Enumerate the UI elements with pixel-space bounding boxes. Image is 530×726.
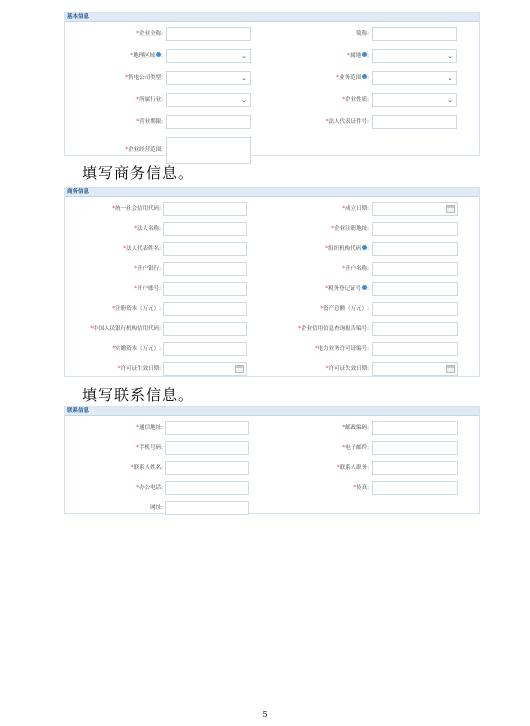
required-mark: * bbox=[134, 265, 138, 272]
field-label bbox=[65, 26, 163, 42]
required-mark: * bbox=[342, 96, 346, 103]
select-field[interactable] bbox=[166, 49, 251, 63]
field-label bbox=[261, 480, 369, 496]
field-label bbox=[261, 221, 369, 237]
label-colon: : bbox=[367, 53, 369, 59]
required-mark: * bbox=[136, 444, 140, 451]
field-label bbox=[65, 70, 163, 86]
form-row bbox=[65, 241, 481, 257]
form-row bbox=[65, 201, 481, 217]
field-label bbox=[261, 420, 369, 436]
text-input[interactable] bbox=[372, 342, 458, 356]
text-input[interactable] bbox=[163, 282, 247, 296]
field-label bbox=[65, 281, 161, 297]
field-label-text: 传真: bbox=[356, 485, 369, 491]
field-label bbox=[65, 114, 163, 130]
required-mark: * bbox=[347, 52, 351, 59]
calendar-icon[interactable] bbox=[446, 205, 455, 213]
field-label bbox=[65, 48, 163, 64]
field-label bbox=[65, 460, 163, 476]
field-label-text: 邮政编码: bbox=[345, 425, 369, 431]
contact-info-panel bbox=[64, 406, 480, 514]
required-mark: * bbox=[112, 305, 116, 312]
chevron-down-icon[interactable]: ⌄ bbox=[241, 96, 247, 104]
required-mark: * bbox=[134, 285, 138, 292]
text-input[interactable] bbox=[372, 461, 458, 475]
field-label bbox=[65, 480, 163, 496]
select-field[interactable] bbox=[166, 71, 251, 85]
form-row bbox=[65, 321, 481, 337]
field-label bbox=[65, 440, 163, 456]
field-label-text: 中国人民银行机构信用代码: bbox=[93, 326, 161, 332]
form-row bbox=[65, 460, 481, 476]
field-label bbox=[65, 261, 161, 277]
required-mark: * bbox=[125, 74, 129, 81]
text-input[interactable] bbox=[372, 27, 457, 41]
business-info-header: 商务信息 bbox=[65, 188, 479, 197]
text-input[interactable] bbox=[165, 461, 249, 475]
field-label bbox=[261, 440, 369, 456]
basic-info-panel bbox=[64, 12, 480, 156]
text-input[interactable] bbox=[163, 322, 247, 336]
text-input[interactable] bbox=[163, 342, 247, 356]
field-label-text: 售电公司类型: bbox=[128, 75, 163, 81]
field-label bbox=[261, 241, 369, 257]
required-mark: * bbox=[130, 464, 134, 471]
required-mark: * bbox=[112, 345, 116, 352]
field-label-text: 许可证生效日期: bbox=[120, 366, 161, 372]
field-label-text: 企业全称: bbox=[139, 31, 163, 37]
form-row bbox=[65, 281, 481, 297]
text-input[interactable] bbox=[163, 262, 247, 276]
field-label-text: 手机号码: bbox=[139, 445, 163, 451]
calendar-icon[interactable] bbox=[235, 365, 244, 373]
form-row bbox=[65, 114, 481, 130]
text-input[interactable] bbox=[372, 481, 458, 495]
date-field[interactable] bbox=[163, 362, 247, 376]
chevron-down-icon[interactable]: ⌄ bbox=[447, 74, 453, 82]
chevron-down-icon[interactable]: ⌄ bbox=[447, 96, 453, 104]
field-label bbox=[261, 321, 369, 337]
field-label-text: 许可证失效日期: bbox=[328, 366, 369, 372]
required-mark: * bbox=[136, 30, 140, 37]
label-colon: : bbox=[367, 246, 369, 252]
field-label-text: 所属行业: bbox=[139, 97, 163, 103]
text-input[interactable] bbox=[165, 501, 249, 515]
date-field[interactable] bbox=[372, 202, 458, 216]
page-number: 5 bbox=[262, 710, 268, 719]
field-label-text: 企业信用信息查询报告编号: bbox=[301, 326, 369, 332]
contact-info-header: 联系信息 bbox=[65, 407, 479, 416]
required-mark: * bbox=[117, 365, 121, 372]
form-row bbox=[65, 301, 481, 317]
field-label bbox=[65, 321, 161, 337]
field-label-text: 税务登记证号 bbox=[328, 286, 362, 292]
field-label bbox=[65, 92, 163, 108]
form-row bbox=[65, 500, 481, 516]
required-mark: * bbox=[336, 74, 340, 81]
form-row bbox=[65, 92, 481, 108]
field-label bbox=[261, 261, 369, 277]
field-label-text: 联系人姓名: bbox=[133, 465, 163, 471]
required-mark: * bbox=[123, 245, 127, 252]
field-label bbox=[261, 201, 369, 217]
field-label-text: 电子邮件: bbox=[345, 445, 369, 451]
required-mark: * bbox=[342, 424, 346, 431]
text-input[interactable] bbox=[166, 115, 251, 129]
text-input[interactable] bbox=[163, 242, 247, 256]
required-mark: * bbox=[298, 325, 302, 332]
required-mark: * bbox=[342, 205, 346, 212]
select-field[interactable] bbox=[372, 93, 457, 107]
required-mark: * bbox=[90, 325, 94, 332]
field-label bbox=[65, 301, 161, 317]
field-label-text: 营业期限: bbox=[139, 119, 163, 125]
text-input[interactable] bbox=[372, 115, 457, 129]
text-input[interactable] bbox=[372, 242, 458, 256]
field-label bbox=[65, 500, 163, 516]
field-label-text: 地理区域 bbox=[133, 53, 156, 59]
select-field[interactable] bbox=[372, 71, 457, 85]
field-label bbox=[261, 341, 369, 357]
required-mark: * bbox=[125, 146, 129, 153]
text-input[interactable] bbox=[372, 322, 458, 336]
label-colon: : bbox=[367, 286, 369, 292]
field-label-text: 法人代表证件号: bbox=[328, 119, 369, 125]
required-mark: * bbox=[342, 265, 346, 272]
required-mark: * bbox=[325, 118, 329, 125]
basic-info-header: 基本信息 bbox=[65, 13, 479, 22]
field-label-text: 开户名称: bbox=[345, 266, 369, 272]
field-label bbox=[65, 420, 163, 436]
field-label-text: 统一社会信用代码: bbox=[115, 206, 161, 212]
form-row bbox=[65, 221, 481, 237]
chevron-down-icon[interactable]: ⌄ bbox=[241, 74, 247, 82]
field-label-text: 办公电话: bbox=[139, 485, 163, 491]
field-label bbox=[65, 221, 161, 237]
field-label-text: 法人代表姓名: bbox=[126, 246, 161, 252]
required-mark: * bbox=[325, 245, 329, 252]
text-input[interactable] bbox=[372, 262, 458, 276]
field-label bbox=[261, 460, 369, 476]
field-label-text: 企业注册地址: bbox=[334, 226, 369, 232]
text-input[interactable] bbox=[372, 302, 458, 316]
required-mark: * bbox=[314, 345, 318, 352]
text-input[interactable] bbox=[165, 421, 249, 435]
field-label-text: 企业经营范围: bbox=[128, 147, 163, 153]
required-mark: * bbox=[325, 365, 329, 372]
text-input[interactable] bbox=[165, 441, 249, 455]
form-row bbox=[65, 341, 481, 357]
field-label bbox=[261, 114, 369, 130]
required-mark: * bbox=[331, 225, 335, 232]
field-label-text: 组织机构代码 bbox=[328, 246, 362, 252]
form-row bbox=[65, 361, 481, 377]
text-input[interactable] bbox=[163, 202, 247, 216]
required-mark: * bbox=[136, 96, 140, 103]
calendar-icon[interactable] bbox=[446, 365, 455, 373]
field-label bbox=[65, 241, 161, 257]
field-label-text: 企业性质: bbox=[345, 97, 369, 103]
label-colon: : bbox=[367, 75, 369, 81]
field-label bbox=[261, 26, 369, 42]
field-label bbox=[261, 48, 369, 64]
field-label-text: 简称: bbox=[356, 31, 369, 37]
text-input[interactable] bbox=[372, 421, 458, 435]
text-input[interactable] bbox=[372, 222, 458, 236]
date-field[interactable] bbox=[372, 362, 458, 376]
select-field[interactable] bbox=[166, 93, 251, 107]
text-input[interactable] bbox=[372, 441, 458, 455]
label-colon: : bbox=[161, 53, 163, 59]
required-mark: * bbox=[336, 464, 340, 471]
select-field[interactable] bbox=[372, 49, 457, 63]
text-input[interactable] bbox=[372, 282, 458, 296]
text-input[interactable] bbox=[163, 222, 247, 236]
field-label-text: 开户银行: bbox=[137, 266, 161, 272]
field-label-text: 法人名称: bbox=[137, 226, 161, 232]
field-label-text: 资产总额（万元）: bbox=[323, 306, 369, 312]
form-row bbox=[65, 440, 481, 456]
field-label bbox=[65, 341, 161, 357]
required-mark: * bbox=[136, 484, 140, 491]
chevron-down-icon[interactable]: ⌄ bbox=[241, 52, 247, 60]
form-row bbox=[65, 420, 481, 436]
field-label-text: 开户账号: bbox=[137, 286, 161, 292]
field-label bbox=[261, 301, 369, 317]
text-input[interactable] bbox=[163, 302, 247, 316]
field-label bbox=[261, 281, 369, 297]
form-row bbox=[65, 48, 481, 64]
field-label-text: 成立日期: bbox=[345, 206, 369, 212]
field-label-text: 通信地址: bbox=[139, 425, 163, 431]
form-row bbox=[65, 26, 481, 42]
business-heading: 填写商务信息。 bbox=[82, 164, 195, 182]
field-label-text: 网址: bbox=[150, 505, 163, 511]
required-mark: * bbox=[320, 305, 324, 312]
required-mark: * bbox=[130, 52, 134, 59]
required-mark: * bbox=[134, 225, 138, 232]
text-input[interactable] bbox=[166, 27, 251, 41]
field-label bbox=[261, 70, 369, 86]
field-label-text: 注册资本（万元）: bbox=[115, 306, 161, 312]
field-label-text: 属地 bbox=[350, 53, 362, 59]
field-label bbox=[261, 361, 369, 377]
required-mark: * bbox=[325, 285, 329, 292]
field-label bbox=[65, 361, 161, 377]
chevron-down-icon[interactable]: ⌄ bbox=[447, 52, 453, 60]
required-mark: * bbox=[342, 444, 346, 451]
field-label-text: 联系人职务: bbox=[339, 465, 369, 471]
field-label bbox=[65, 142, 163, 158]
field-label bbox=[65, 201, 161, 217]
required-mark: * bbox=[353, 484, 357, 491]
textarea-field[interactable] bbox=[166, 137, 251, 164]
field-label-text: 电力业务许可证编号: bbox=[317, 346, 369, 352]
field-label-text: 实缴资本（万元）: bbox=[115, 346, 161, 352]
form-row bbox=[65, 70, 481, 86]
required-mark: * bbox=[112, 205, 116, 212]
business-info-panel bbox=[64, 187, 480, 377]
required-mark: * bbox=[136, 118, 140, 125]
field-label-text: 业务范围 bbox=[339, 75, 362, 81]
required-mark: * bbox=[136, 424, 140, 431]
field-label bbox=[261, 92, 369, 108]
contact-heading: 填写联系信息。 bbox=[82, 386, 195, 404]
text-input[interactable] bbox=[165, 481, 249, 495]
form-row bbox=[65, 261, 481, 277]
form-row bbox=[65, 480, 481, 496]
